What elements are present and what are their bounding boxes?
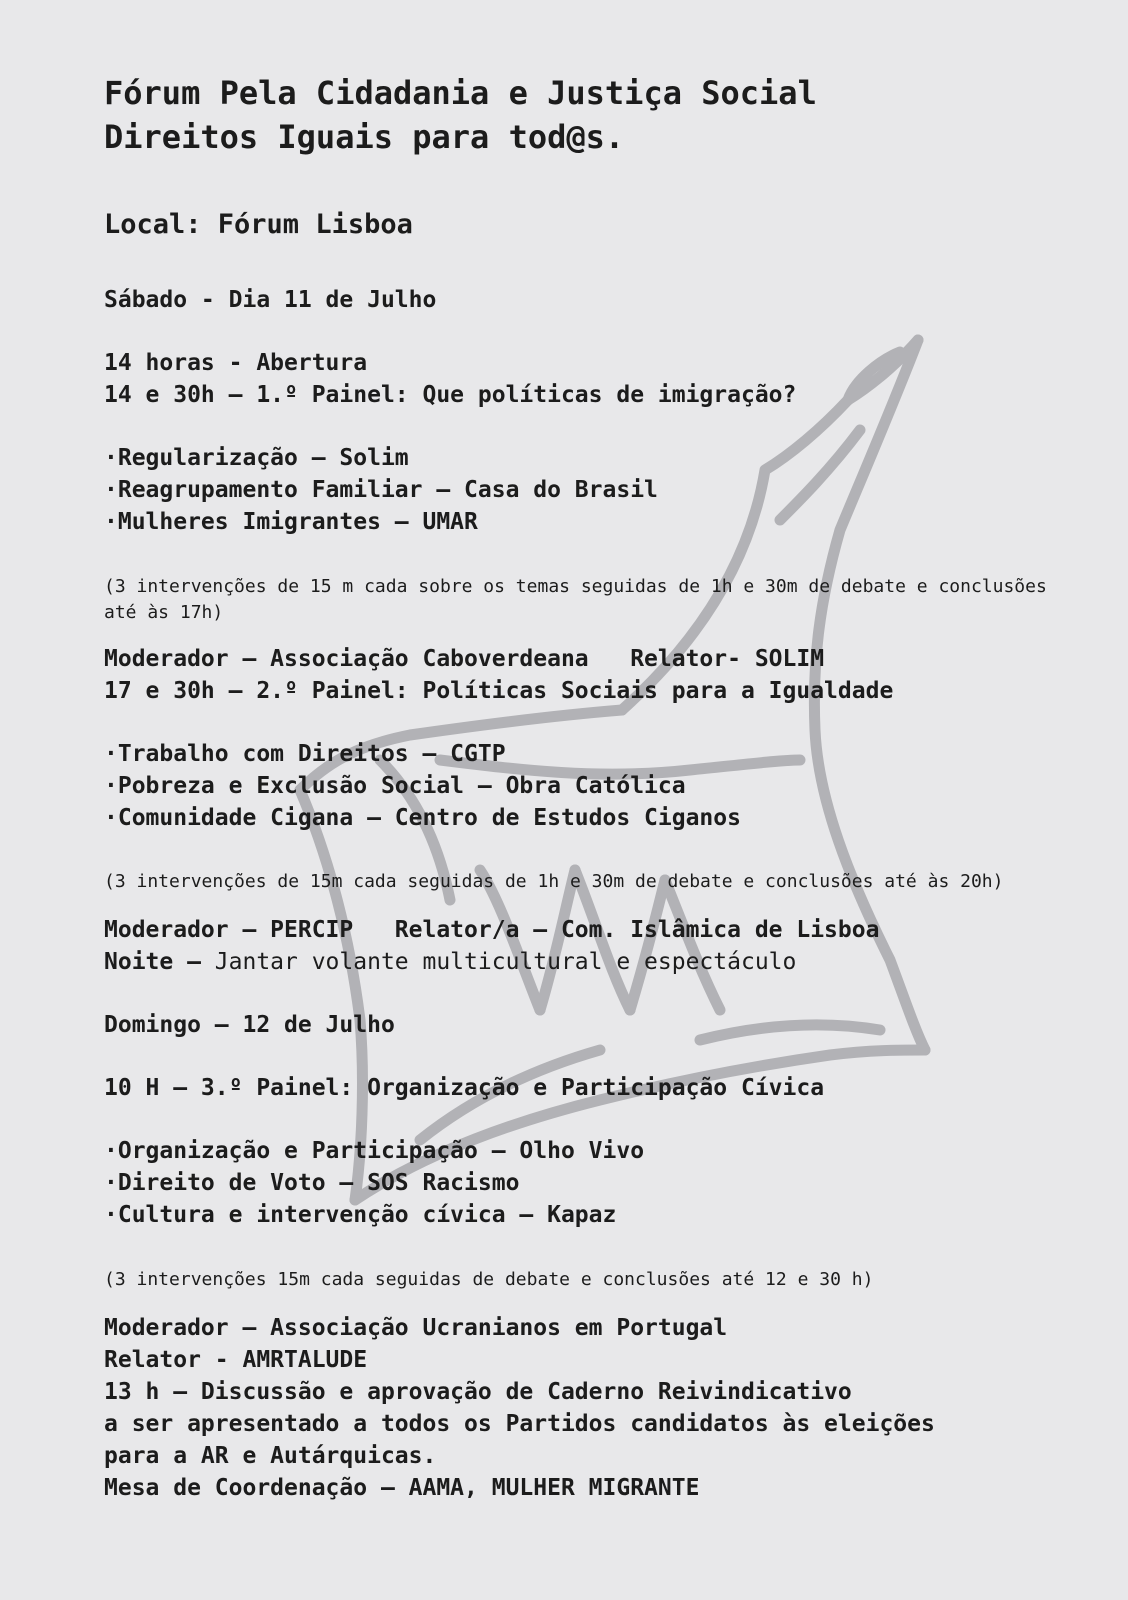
panel1-note-line-2: até às 17h) [104, 602, 224, 623]
panel1-note-line-1: (3 intervenções de 15 m cada sobre os temas seguidas de 1h e 30m de debate e conclusões [104, 576, 1047, 597]
panel3-note: (3 intervenções 15m cada seguidas de debate e conclusões até 12 e 30 h) [104, 1269, 874, 1290]
night-line [104, 947, 796, 977]
panel3-moderator-line: Moderador – Associação Ucranianos em Portugal [104, 1315, 728, 1341]
panel2-item-1: ·Trabalho com Direitos – CGTP [104, 741, 506, 767]
closing-line-1: 13 h – Discussão e aprovação de Caderno Reivindicativo [104, 1379, 852, 1405]
panel1-moderator-line: Moderador – Associação Caboverdeana Relator- SOLIM [104, 646, 825, 672]
coordination-line: Mesa de Coordenação – AAMA, MULHER MIGRANTE [104, 1475, 700, 1501]
panel1-item-3: ·Mulheres Imigrantes – UMAR [104, 509, 478, 535]
panel3-item-3: ·Cultura e intervenção cívica – Kapaz [104, 1202, 617, 1228]
saturday-heading: Sábado - Dia 11 de Julho [104, 287, 437, 313]
panel2-moderator-line: Moderador – PERCIP Relator/a – Com. Islâmica de Lisboa [104, 917, 880, 943]
title-line-2: Direitos Iguais para tod@s. [104, 118, 625, 156]
panel3-relator-line: Relator - AMRTALUDE [104, 1347, 368, 1373]
panel2-item-3: ·Comunidade Cigana – Centro de Estudos Ciganos [104, 805, 741, 831]
night-text: Jantar volante multicultural e espectáculo [200, 949, 797, 975]
panel1-item-2: ·Reagrupamento Familiar – Casa do Brasil [104, 477, 658, 503]
panel2-item-2: ·Pobreza e Exclusão Social – Obra Católica [104, 773, 686, 799]
venue-line: Local: Fórum Lisboa [104, 209, 413, 240]
panel3-title: 10 H – 3.º Painel: Organização e Participação Cívica [104, 1075, 825, 1101]
panel3-item-2: ·Direito de Voto – SOS Racismo [104, 1170, 520, 1196]
sunday-heading: Domingo – 12 de Julho [104, 1012, 395, 1038]
title-line-1: Fórum Pela Cidadania e Justiça Social [104, 74, 817, 112]
closing-line-3: para a AR e Autárquicas. [104, 1443, 437, 1469]
panel2-title: 17 e 30h – 2.º Painel: Políticas Sociais para a Igualdade [104, 678, 894, 704]
panel3-item-1: ·Organização e Participação – Olho Vivo [104, 1138, 645, 1164]
opening-line: 14 horas - Abertura [104, 350, 368, 376]
panel1-title: 14 e 30h – 1.º Painel: Que políticas de imigração? [104, 382, 797, 408]
panel1-item-1: ·Regularização – Solim [104, 445, 409, 471]
closing-line-2: a ser apresentado a todos os Partidos candidatos às eleições [104, 1411, 935, 1437]
night-label: Noite – [104, 949, 201, 975]
panel2-note: (3 intervenções de 15m cada seguidas de 1h e 30m de debate e conclusões até às 20h) [104, 871, 1004, 892]
